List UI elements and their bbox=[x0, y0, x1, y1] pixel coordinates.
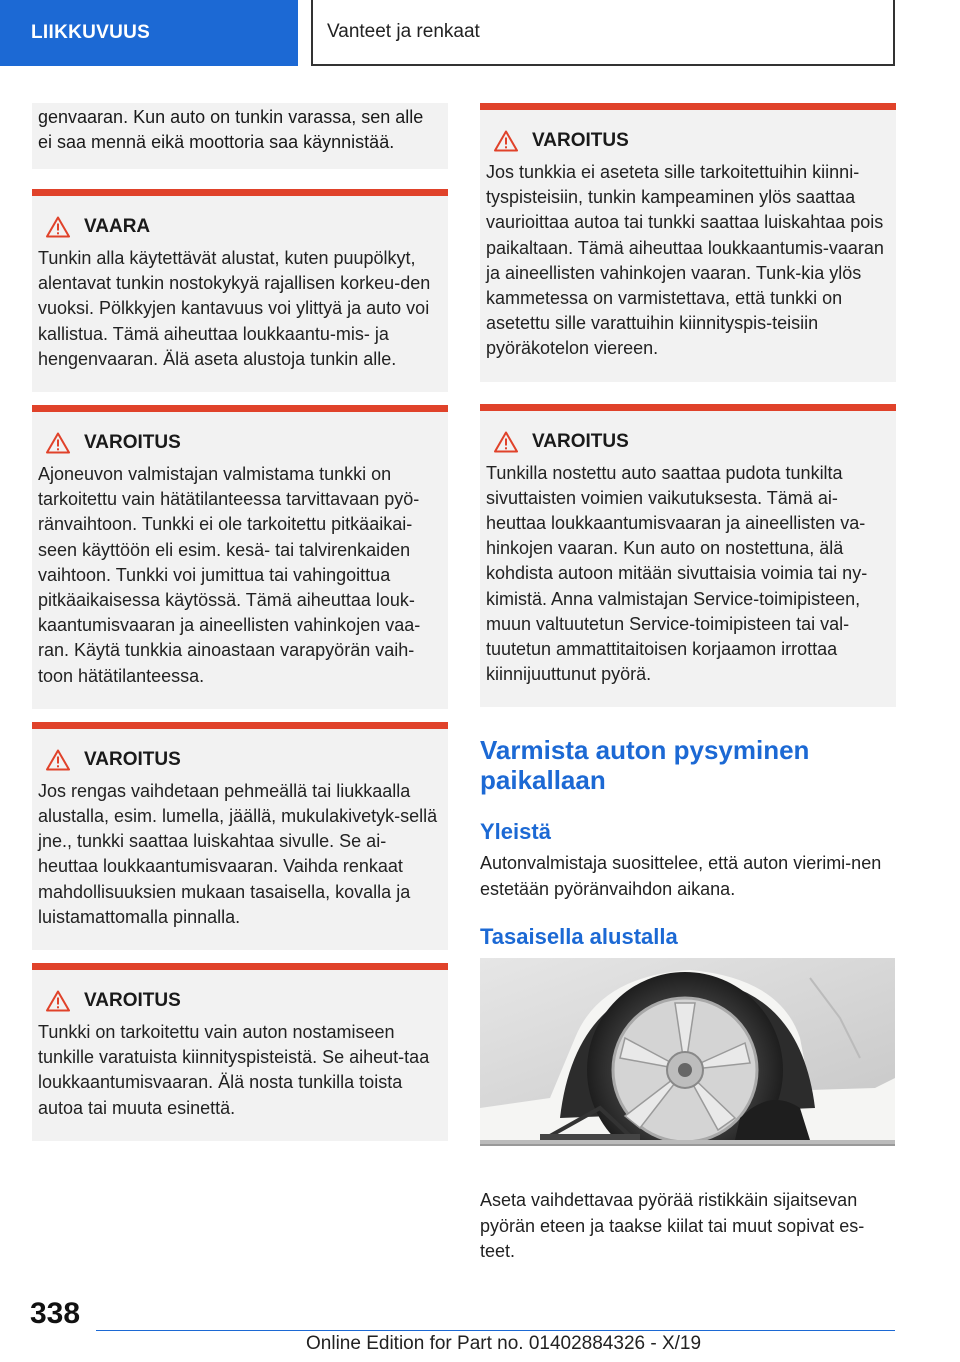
warning-triangle-icon bbox=[494, 130, 518, 152]
warning-title bbox=[486, 425, 888, 459]
page-number: 338 bbox=[30, 1297, 81, 1330]
warning-title-text: VAROITUS bbox=[84, 432, 181, 454]
page-header bbox=[0, 0, 960, 66]
section-tab: LIIKKUVUUS bbox=[0, 0, 298, 66]
subheading-level-surface: Tasaisella alustalla bbox=[480, 924, 678, 950]
right-column bbox=[480, 103, 896, 1287]
continued-text: genvaaran. Kun auto on tunkin varassa, sen alle ei saa mennä eikä moottoria saa käynnistää. bbox=[32, 103, 448, 169]
warning-triangle-icon bbox=[46, 990, 70, 1012]
warning-title bbox=[486, 124, 888, 158]
warning-title-text: VAROITUS bbox=[532, 130, 629, 151]
warning-box bbox=[480, 103, 896, 382]
warning-box bbox=[32, 963, 448, 1141]
warning-title-text: VAARA bbox=[84, 216, 151, 237]
warning-box-danger bbox=[32, 189, 448, 392]
warning-triangle-icon bbox=[46, 216, 70, 238]
warning-triangle-icon bbox=[494, 431, 518, 453]
warning-title bbox=[38, 426, 440, 460]
warning-title-text: VAROITUS bbox=[84, 748, 181, 770]
chapter-tab: Vanteet ja renkaat bbox=[311, 0, 895, 66]
warning-box bbox=[480, 404, 896, 708]
footer-rule bbox=[96, 1330, 895, 1331]
warning-title-text: VAROITUS bbox=[532, 430, 629, 452]
warning-body: Ajoneuvon valmistajan valmistama tunkki on tarkoitettu vain hätätilanteessa tarvittavaan pyö-ränvaihtoon. Tunkki ei ole tarkoitettu pitkäaikai-seen käyttöön eli esim. kesä- tai talvirenkaiden vaihtoon. Tunkki voi jumittua tai vahingoittua pitkäaikaisessa käytössä. Tämä aiheuttaa louk-kaantumisvaaran ja aineellisten vahinkojen vaa-ran. Käytä tunkkia ainoastaan varapyörän vaih-toon hätätilanteessa. bbox=[38, 464, 421, 686]
warning-title bbox=[38, 984, 440, 1018]
footer-edition: Online Edition for Part no. 01402884326 - X/19 bbox=[306, 1333, 702, 1354]
warning-title-text: VAROITUS bbox=[84, 990, 181, 1012]
warning-body: Tunkilla nostettu auto saattaa pudota tunkilta sivuttaisten voimien vaikutuksesta. Tämä ai-heuttaa loukkaantumisvaaran ja aineellisten va-hinkojen vaaran. Kun auto on nostettuna, älä kohdista autoon mitään sivuttaisia voimia tai ny-kimistä. Anna valmistajan Service-toimipisteen, muun valtuutetun Service-toimipisteen tai val-tuutetun ammattitaitoisen korjaamon irrottaa kiinnijuuttunut pyörä. bbox=[486, 462, 868, 685]
warning-body: Tunkki on tarkoitettu vain auton nostamiseen tunkille varatuista kiinnityspisteistä. Se aiheut-taa loukkaantumisvaaran. Älä nosta tunkilla toista autoa tai muuta esinettä. bbox=[38, 1022, 430, 1118]
warning-triangle-icon bbox=[46, 749, 70, 771]
wheel-chock-illustration bbox=[480, 958, 895, 1146]
paragraph-chocks: Aseta vaihdettavaa pyörää ristikkäin sijaitsevan pyörän eteen ja taakse kiilat tai muut sopivat es-teet. bbox=[480, 1190, 865, 1262]
warning-triangle-icon bbox=[46, 432, 70, 454]
warning-box bbox=[32, 722, 448, 950]
section-heading: Varmista auton pysyminen paikallaan bbox=[480, 735, 810, 796]
car-wheel-jack-image bbox=[480, 958, 895, 1144]
left-column bbox=[32, 103, 448, 1154]
warning-box bbox=[32, 405, 448, 709]
warning-title bbox=[38, 743, 440, 777]
subheading-general: Yleistä bbox=[480, 819, 551, 845]
warning-title bbox=[38, 210, 440, 244]
warning-body: Jos tunkkia ei aseteta sille tarkoitettuihin kiinni-tyspisteisiin, tunkin kampeaminen ylös saattaa vaurioittaa autoa tai tunkki saattaa luiskahtaa pois paikaltaan. Tämä aiheuttaa loukkaantumis-vaaran ja aineellisten vahinkojen vaaran. Tunk-kia ylös kammetessa on varmistettava, että tunkki on asetettu sille varattuihin kiinnityspis-teisiin pyöräkotelon viereen. bbox=[486, 162, 884, 359]
paragraph-general: Autonvalmistaja suosittelee, että auton vierimi-nen estetään pyöränvaihdon aikana. bbox=[480, 853, 882, 899]
warning-body: Jos rengas vaihdetaan pehmeällä tai liukkaalla alustalla, esim. lumella, jäällä, mukulakivetyk-sellä jne., tunkki saattaa luiskahtaa sivulle. Se ai-heuttaa loukkaantumisvaaran. Vaihda renkaat mahdollisuuksien mukaan tasaisella, kovalla ja luistamattomalla pinnalla. bbox=[38, 780, 438, 927]
warning-body: Tunkin alla käytettävät alustat, kuten puupölkyt, alentavat tunkin nostokykyä rajallisen korkeu-den vuoksi. Pölkkyjen kantavuus voi ylittyä ja auto voi kallistua. Tämä aiheuttaa loukkaantu-mis- ja hengenvaaran. Älä aseta alustoja tunkin alle. bbox=[38, 248, 431, 369]
